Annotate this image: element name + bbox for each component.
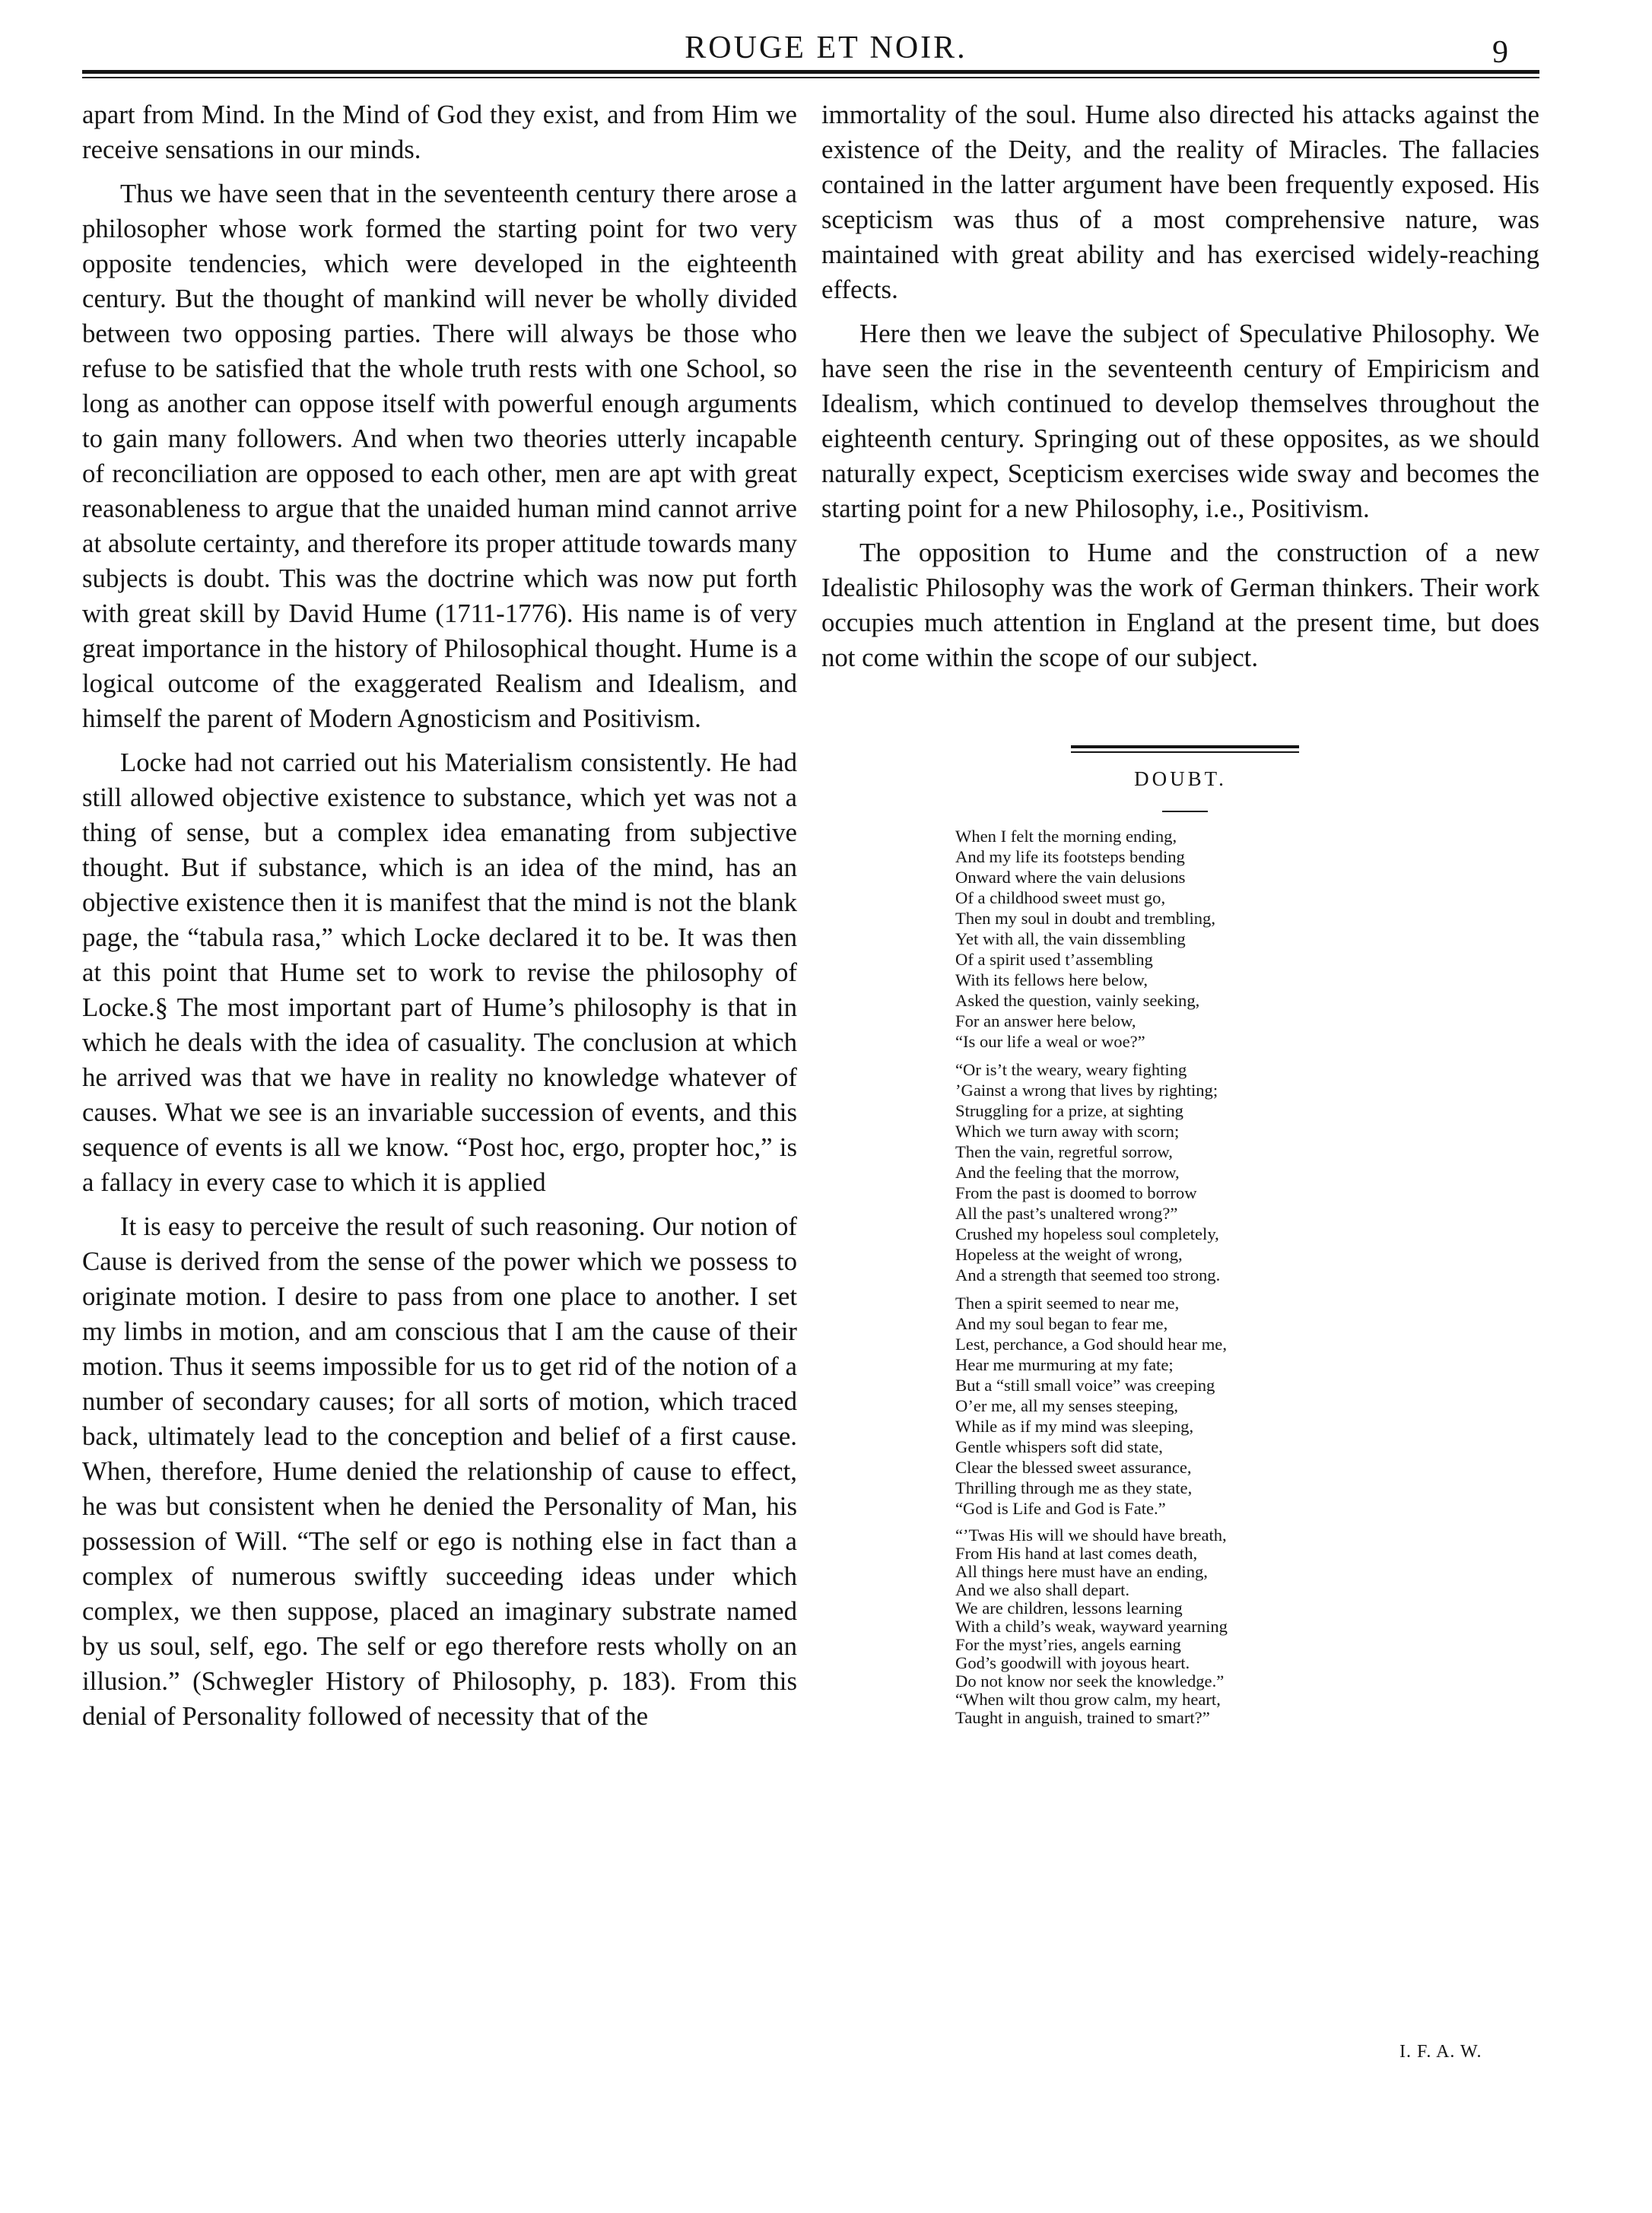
poem-line: Hopeless at the weight of wrong,: [955, 1245, 1183, 1264]
right-column: [821, 97, 1539, 684]
poem-line: Of a spirit used t’assembling: [955, 950, 1153, 969]
poem-line: “Is our life a weal or woe?”: [955, 1032, 1145, 1051]
poem-line: Of a childhood sweet must go,: [955, 888, 1166, 907]
stanza: [955, 1526, 1549, 1727]
stanza: [955, 826, 1549, 1052]
poem-line: Crushed my hopeless soul completely,: [955, 1224, 1219, 1243]
poem-line: For the myst’ries, angels earning: [955, 1635, 1181, 1654]
poem-line: And we also shall depart.: [955, 1580, 1130, 1599]
poem-line: While as if my mind was sleeping,: [955, 1417, 1194, 1436]
poem-line: From His hand at last comes death,: [955, 1544, 1198, 1563]
paragraph: Locke had not carried out his Materialism consistently. He had still allowed objective existence to substance, which yet was not a thing of sense, but a complex idea emanating from subjective thought. But if substance, which is an idea of the mind, has an objective existence then it is manifest that the mind is not the blank page, the “tabula rasa,” which Locke declared it to be. It was then at this point that Hume set to work to revise the philosophy of Locke.§ The most important part of Hume’s philosophy is that in which he deals with the idea of casuality. The conclusion at which he arrived was that we have in reality no knowledge whatever of causes. What we see is an invariable succession of events, and this sequence of events is all we know. “Post hoc, ergo, propter hoc,” is a fallacy in every case to which it is applied: [82, 748, 797, 1197]
poem-line: And my soul began to fear me,: [955, 1314, 1168, 1333]
poem-line: And a strength that seemed too strong.: [955, 1265, 1221, 1284]
left-column: [82, 97, 797, 1743]
poem-line: Yet with all, the vain dissembling: [955, 929, 1186, 948]
poem-line: “God is Life and God is Fate.”: [955, 1499, 1166, 1518]
poem-line: Asked the question, vainly seeking,: [955, 991, 1200, 1010]
poem-line: Then a spirit seemed to near me,: [955, 1294, 1180, 1313]
running-header-title: ROUGE ET NOIR.: [685, 30, 967, 65]
paragraph: Thus we have seen that in the seventeenth century there arose a philosopher whose work formed the starting point for two very opposite tendencies, which were developed in the eighteenth century. But the thought of mankind will never be wholly divided between two opposing parties. There will always be those who refuse to be satisfied that the whole truth rests with one School, so long as another can oppose itself with powerful enough arguments to gain many followers. And when two theories utterly incapable of reconciliation are opposed to each other, men are apt with great reasonableness to argue that the unaided human mind cannot arrive at absolute certainty, and therefore its proper attitude towards many subjects is doubt. This was the doctrine which was now put forth with great skill by David Hume (1711-1776). His name is of very great importance in the history of Philosophical thought. Hume is a logical outcome of the exaggerated Realism and Idealism, and himself the parent of Modern Agnosticism and Positivism.: [82, 179, 797, 733]
poem-line: Clear the blessed sweet assurance,: [955, 1458, 1192, 1477]
paragraph: It is easy to perceive the result of such reasoning. Our notion of Cause is derived from the sense of the power which we possess to originate motion. I desire to pass from one place to another. I set my limbs in motion, and am conscious that I am the cause of their motion. Thus it seems impossible for us to get rid of the notion of a number of secondary causes; for all sorts of motion, which traced back, ultimately lead to the conception and belief of a first cause. When, therefore, Hume denied the relationship of cause to effect, he was but consistent when he denied the Personality of Man, his possession of Will. “The self or ego is nothing else in fact than a complex of numerous swiftly succeeding ideas under which complex, we then suppose, placed an imaginary substrate named by us soul, self, ego. The self or ego therefore rests wholly on an illusion.” (Schwegler History of Philosophy, p. 183). From this denial of Personality followed of necessity that of the: [82, 1211, 797, 1731]
paragraph: Here then we leave the subject of Speculative Philosophy. We have seen the rise in the seventeenth century of Empiricism and Idealism, which continued to develop themselves throughout the eighteenth century. Springing out of these opposites, as we should naturally expect, Scepticism exercises wide sway and becomes the starting point for a new Philosophy, i.e., Positivism.: [821, 319, 1539, 523]
header-rule-thin: [82, 77, 1539, 78]
poem-line: All the past’s unaltered wrong?”: [955, 1204, 1178, 1223]
stanza: [955, 1293, 1549, 1519]
poem-line: God’s goodwill with joyous heart.: [955, 1653, 1190, 1672]
poem: [955, 826, 1549, 1727]
poem-line: Hear me murmuring at my fate;: [955, 1355, 1174, 1374]
poem-line: When I felt the morning ending,: [955, 827, 1177, 846]
poem-line: With a child’s weak, wayward yearning: [955, 1617, 1228, 1636]
poem-line: All things here must have an ending,: [955, 1562, 1208, 1581]
poem-line: We are children, lessons learning: [955, 1599, 1183, 1618]
header-rule-thick: [82, 70, 1539, 74]
poem-line: With its fellows here below,: [955, 970, 1148, 989]
poem-line: O’er me, all my senses steeping,: [955, 1396, 1179, 1415]
poem-line: Then the vain, regretful sorrow,: [955, 1142, 1173, 1161]
stanza: [955, 1059, 1549, 1285]
poem-line: Thrilling through me as they state,: [955, 1478, 1193, 1497]
poem-separator-thick: [1071, 745, 1299, 748]
paragraph: immortality of the soul. Hume also directed his attacks against the existence of the Deity, and the reality of Miracles. The fallacies contained in the latter argument have been frequently exposed. His scepticism was thus of a most comprehensive nature, was maintained with great ability and has exercised widely-reaching effects.: [821, 100, 1539, 304]
poem-line: And my life its footsteps bending: [955, 847, 1185, 866]
poem-separator-thin: [1071, 751, 1299, 753]
poem-title: DOUBT.: [1134, 767, 1227, 790]
poem-line: “’Twas His will we should have breath,: [955, 1526, 1227, 1545]
paragraph: apart from Mind. In the Mind of God they exist, and from Him we receive sensations in our minds.: [82, 100, 797, 164]
page-number: 9: [1492, 35, 1508, 70]
poem-line: Onward where the vain delusions: [955, 868, 1186, 887]
poem-line: Lest, perchance, a God should hear me,: [955, 1335, 1227, 1354]
poem-line: “When wilt thou grow calm, my heart,: [955, 1690, 1221, 1709]
paragraph: The opposition to Hume and the construction of a new Idealistic Philosophy was the work of German thinkers. Their work occupies much attention in England at the present time, but does not come within the scope of our subject.: [821, 538, 1539, 672]
poem-line: Taught in anguish, trained to smart?”: [955, 1708, 1210, 1727]
poem-line: “Or is’t the weary, weary fighting: [955, 1060, 1187, 1079]
poem-line: From the past is doomed to borrow: [955, 1183, 1197, 1202]
poem-line: Then my soul in doubt and trembling,: [955, 909, 1216, 928]
poem-line: But a “still small voice” was creeping: [955, 1376, 1215, 1395]
poem-line: ’Gainst a wrong that lives by righting;: [955, 1081, 1218, 1100]
poem-line: Gentle whispers soft did state,: [955, 1437, 1163, 1456]
poem-line: Struggling for a prize, at sighting: [955, 1101, 1183, 1120]
poem-line: Which we turn away with scorn;: [955, 1122, 1180, 1141]
poem-title-rule: [1162, 811, 1208, 812]
poem-line: And the feeling that the morrow,: [955, 1163, 1180, 1182]
poem-line: For an answer here below,: [955, 1011, 1136, 1030]
poem-signature: I. F. A. W.: [1399, 2042, 1482, 2062]
poem-line: Do not know nor seek the knowledge.”: [955, 1672, 1225, 1691]
